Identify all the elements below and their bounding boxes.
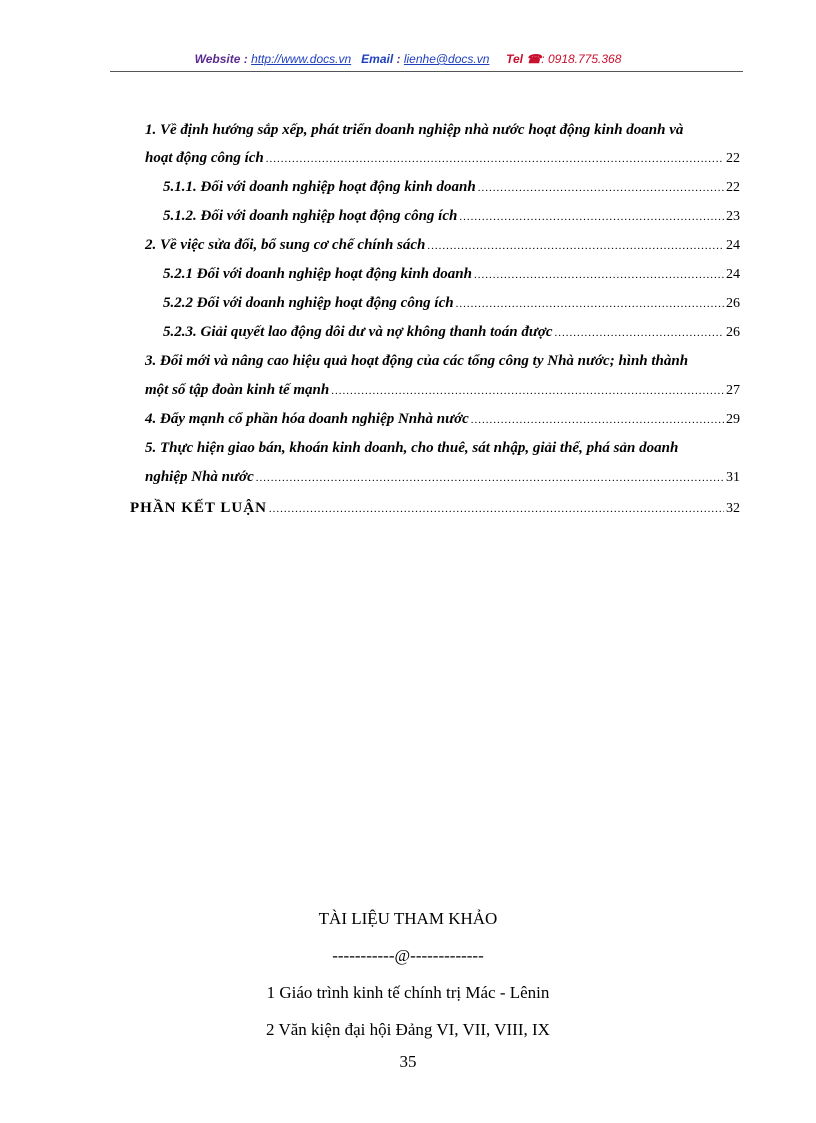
references-section: [0, 900, 816, 1048]
toc-entry-text: nghiệp Nhà nước: [145, 469, 254, 485]
toc-entry-522[interactable]: [163, 289, 740, 317]
toc-leader-dots: [471, 406, 724, 434]
website-separator: :: [240, 52, 252, 66]
toc-leader-dots: [459, 203, 724, 231]
toc-page-number: 24: [726, 238, 740, 253]
page-number: 35: [399, 1052, 417, 1071]
toc-leader-dots: [474, 261, 724, 289]
toc-entry-text: 1. Về định hướng sắp xếp, phát triển doanh nghiệp nhà nước hoạt động kinh doanh và: [145, 122, 684, 138]
page-header: [0, 52, 816, 66]
toc-entry-text: một số tập đoàn kinh tế mạnh: [145, 382, 330, 398]
toc-page-number: 24: [726, 267, 740, 282]
toc-page-number: 27: [726, 383, 740, 398]
tel-number: : 0918.775.368: [541, 52, 622, 66]
tel-label: Tel: [506, 52, 523, 66]
toc-page-number: 23: [726, 209, 740, 224]
toc-leader-dots: [269, 495, 724, 523]
toc-entry-text: 5.1.2. Đối với doanh nghiệp hoạt động công ích: [163, 208, 458, 224]
toc-page-number: 22: [726, 151, 740, 166]
phone-icon: ☎: [526, 52, 542, 66]
reference-item: 1 Giáo trình kinh tế chính trị Mác - Lênin: [266, 983, 550, 1002]
toc-page-number: 26: [726, 296, 740, 311]
toc-entry-1-line2[interactable]: [145, 144, 740, 172]
toc-page-number: 32: [726, 501, 740, 516]
email-link[interactable]: lienhe@docs.vn: [403, 52, 490, 66]
toc-entry-conclusion[interactable]: [130, 494, 740, 522]
toc-entry-511[interactable]: [163, 173, 740, 201]
toc-leader-dots: [266, 145, 724, 173]
toc-entry-3-line2[interactable]: [145, 376, 740, 404]
toc-entry-523[interactable]: [163, 318, 740, 346]
toc-leader-dots: [427, 232, 724, 260]
website-label: Website: [194, 52, 241, 66]
toc-page-number: 31: [726, 470, 740, 485]
references-separator: -----------@-------------: [332, 946, 484, 965]
toc-page-number: 26: [726, 325, 740, 340]
website-link[interactable]: http://www.docs.vn: [251, 52, 352, 66]
toc-entry-text: 4. Đẩy mạnh cổ phần hóa doanh nghiệp Nnhà nước: [145, 411, 469, 427]
toc-entry-5-line2[interactable]: [145, 463, 740, 491]
toc-leader-dots: [478, 174, 724, 202]
toc-entry-1-line1: [0, 116, 816, 144]
toc-entry-text: PHẦN KẾT LUẬN: [130, 500, 267, 516]
toc-entry-text: 3. Đổi mới và nâng cao hiệu quả hoạt động của các tổng công ty Nhà nước; hình thành: [145, 353, 689, 369]
email-label: Email: [361, 52, 394, 66]
toc-leader-dots: [331, 377, 724, 405]
toc-entry-3-line1: [0, 347, 816, 375]
references-title: TÀI LIỆU THAM KHẢO: [318, 909, 498, 928]
toc-page-number: 29: [726, 412, 740, 427]
toc-entry-text: 5.1.1. Đối với doanh nghiệp hoạt động kinh doanh: [163, 179, 476, 195]
header-divider: [110, 71, 743, 72]
toc-entry-text: 5.2.3. Giải quyết lao động dôi dư và nợ không thanh toán được: [163, 324, 553, 340]
toc-leader-dots: [456, 290, 724, 318]
toc-entry-4[interactable]: [145, 405, 740, 433]
toc-entry-text: 5. Thực hiện giao bán, khoán kinh doanh, cho thuê, sát nhập, giải thể, phá sản doanh: [145, 440, 679, 456]
email-separator: :: [393, 52, 404, 66]
toc-entry-text: hoạt động công ích: [145, 150, 264, 166]
toc-entry-2[interactable]: [145, 231, 740, 259]
toc-entry-text: 5.2.1 Đối với doanh nghiệp hoạt động kinh doanh: [163, 266, 472, 282]
toc-leader-dots: [555, 319, 724, 347]
reference-item: 2 Văn kiện đại hội Đảng VI, VII, VIII, IX: [266, 1020, 550, 1039]
toc-entry-text: 2. Về việc sửa đổi, bổ sung cơ chế chính sách: [145, 237, 426, 253]
toc-leader-dots: [256, 464, 724, 492]
toc-page-number: 22: [726, 180, 740, 195]
toc-entry-512[interactable]: [163, 202, 740, 230]
toc-entry-521[interactable]: [163, 260, 740, 288]
toc-entry-5-line1: [0, 434, 816, 462]
toc-entry-text: 5.2.2 Đối với doanh nghiệp hoạt động công ích: [163, 295, 454, 311]
